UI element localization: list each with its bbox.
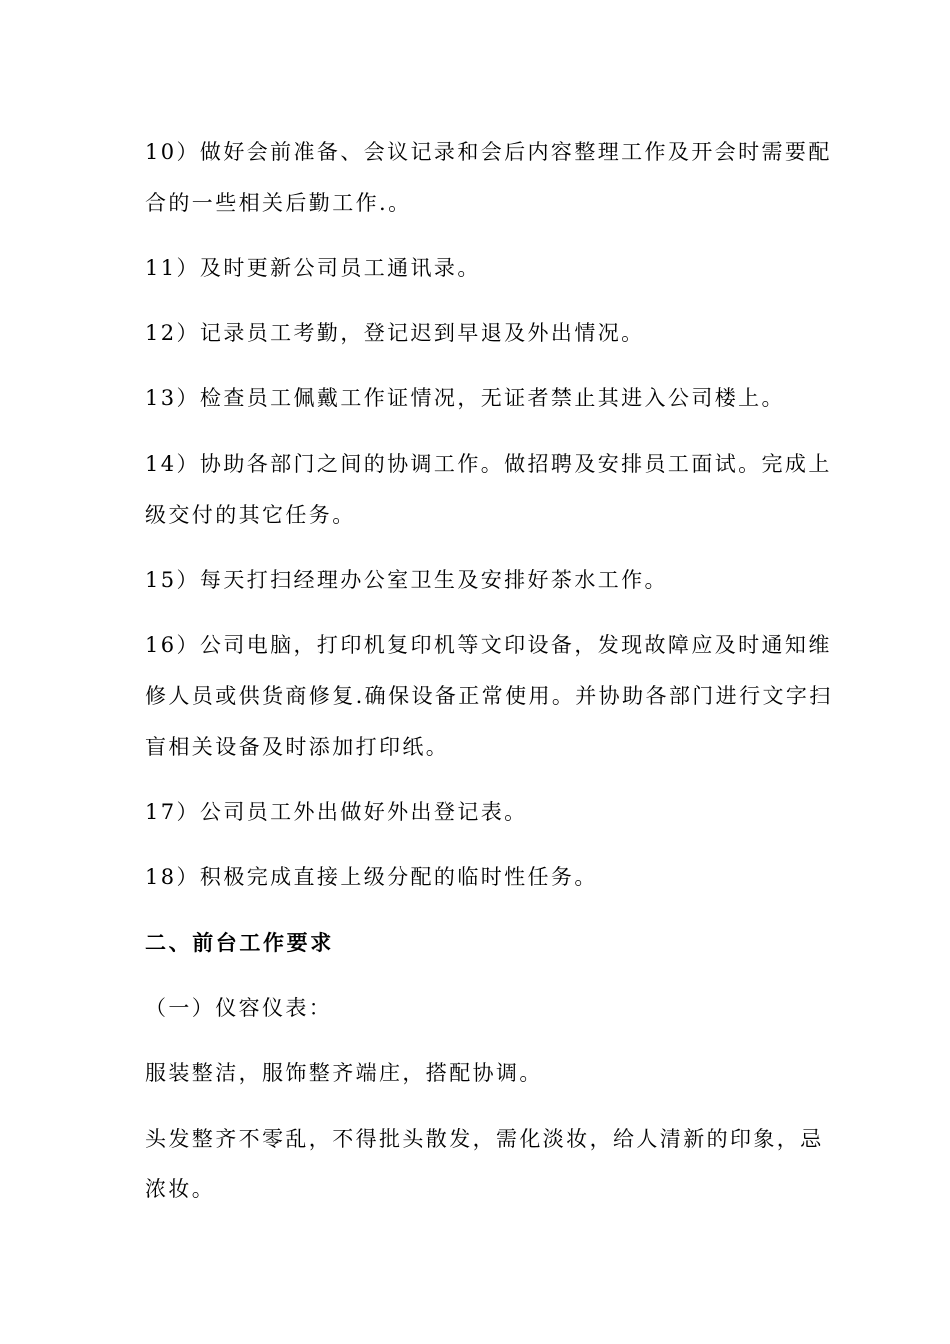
list-item-16-line-1: 16）公司电脑，打印机复印机等文印设备，发现故障应及时通知维 bbox=[145, 633, 832, 657]
list-item-14-line-2: 级交付的其它任务。 bbox=[145, 503, 356, 527]
list-item-16-line-3: 盲相关设备及时添加打印纸。 bbox=[145, 735, 450, 759]
body-line-2: 头发整齐不零乱，不得批头散发，需化淡妆，给人清新的印象，忌 bbox=[145, 1127, 824, 1151]
list-item-14-line-1: 14）协助各部门之间的协调工作。做招聘及安排员工面试。完成上 bbox=[145, 452, 832, 476]
list-item-16-line-2: 修人员或供货商修复.确保设备正常使用。并协助各部门进行文字扫 bbox=[145, 684, 833, 708]
list-item-10-line-1: 10）做好会前准备、会议记录和会后内容整理工作及开会时需要配 bbox=[145, 140, 832, 164]
body-line-3: 浓妆。 bbox=[145, 1177, 216, 1201]
list-item-10-line-2: 合的一些相关后勤工作.。 bbox=[145, 191, 412, 215]
subsection-heading: （一）仪容仪表： bbox=[145, 996, 333, 1020]
section-heading: 二、前台工作要求 bbox=[145, 931, 334, 955]
list-item-17: 17）公司员工外出做好外出登记表。 bbox=[145, 800, 528, 824]
list-item-15: 15）每天打扫经理办公室卫生及安排好茶水工作。 bbox=[145, 568, 668, 592]
list-item-11: 11）及时更新公司员工通讯录。 bbox=[145, 256, 481, 280]
list-item-18: 18）积极完成直接上级分配的临时性任务。 bbox=[145, 865, 598, 889]
body-line-1: 服装整洁，服饰整齐端庄，搭配协调。 bbox=[145, 1061, 543, 1085]
list-item-13: 13）检查员工佩戴工作证情况，无证者禁止其进入公司楼上。 bbox=[145, 386, 785, 410]
list-item-12: 12）记录员工考勤，登记迟到早退及外出情况。 bbox=[145, 321, 645, 345]
